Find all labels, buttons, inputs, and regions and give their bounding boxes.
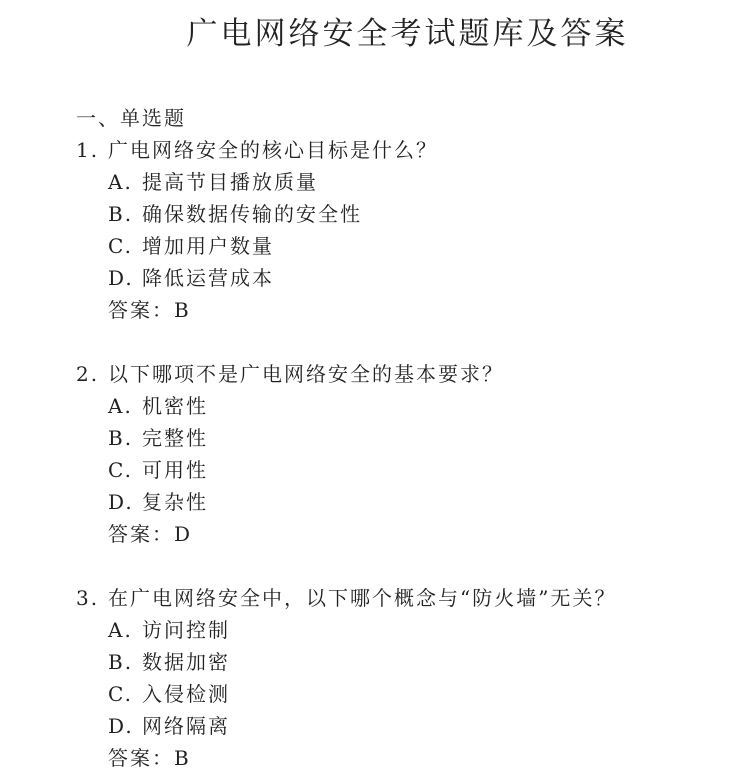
option-text: 网络隔离 [142, 714, 230, 738]
question-text: 在广电网络安全中，以下哪个概念与“防火墙”无关？ [108, 586, 617, 610]
option-text: 访问控制 [142, 618, 230, 642]
document-title: 广电网络安全考试题库及答案 [186, 16, 629, 52]
question-number: 2. [76, 362, 100, 386]
answer: 答案：B [108, 298, 191, 322]
option-c [76, 230, 438, 262]
option-letter: D. [108, 490, 134, 514]
option-letter: D. [108, 266, 134, 290]
question-stem [76, 134, 438, 166]
question-text: 广电网络安全的核心目标是什么？ [108, 138, 438, 162]
question-number: 1. [76, 138, 100, 162]
option-text: 增加用户数量 [142, 234, 274, 258]
option-letter: B. [108, 426, 134, 450]
option-c [76, 454, 504, 486]
option-letter: C. [108, 458, 133, 482]
option-letter: D. [108, 714, 134, 738]
option-text: 复杂性 [142, 490, 208, 514]
option-d [76, 486, 504, 518]
option-letter: A. [108, 394, 133, 418]
answer: 答案：B [108, 746, 191, 770]
section-heading: 一、单选题 [76, 106, 186, 130]
option-text: 提高节目播放质量 [142, 170, 318, 194]
option-letter: B. [108, 202, 134, 226]
option-letter: A. [108, 618, 133, 642]
option-text: 完整性 [142, 426, 208, 450]
option-letter: C. [108, 234, 133, 258]
question-stem [76, 358, 504, 390]
option-text: 可用性 [142, 458, 208, 482]
option-text: 机密性 [142, 394, 208, 418]
option-d [76, 710, 616, 742]
option-b [76, 422, 504, 454]
option-text: 数据加密 [142, 650, 230, 674]
option-text: 入侵检测 [142, 682, 230, 706]
option-letter: A. [108, 170, 133, 194]
option-c [76, 678, 616, 710]
question-number: 3. [76, 586, 100, 610]
answer: 答案：D [108, 522, 193, 546]
option-a [76, 166, 438, 198]
question-1 [76, 134, 438, 326]
option-text: 降低运营成本 [142, 266, 274, 290]
option-b [76, 646, 616, 678]
option-a [76, 614, 616, 646]
question-3 [76, 582, 616, 774]
question-text: 以下哪项不是广电网络安全的基本要求？ [108, 362, 504, 386]
option-letter: C. [108, 682, 133, 706]
option-a [76, 390, 504, 422]
option-d [76, 262, 438, 294]
question-stem [76, 582, 616, 614]
option-letter: B. [108, 650, 134, 674]
option-b [76, 198, 438, 230]
question-2 [76, 358, 504, 550]
option-text: 确保数据传输的安全性 [142, 202, 362, 226]
